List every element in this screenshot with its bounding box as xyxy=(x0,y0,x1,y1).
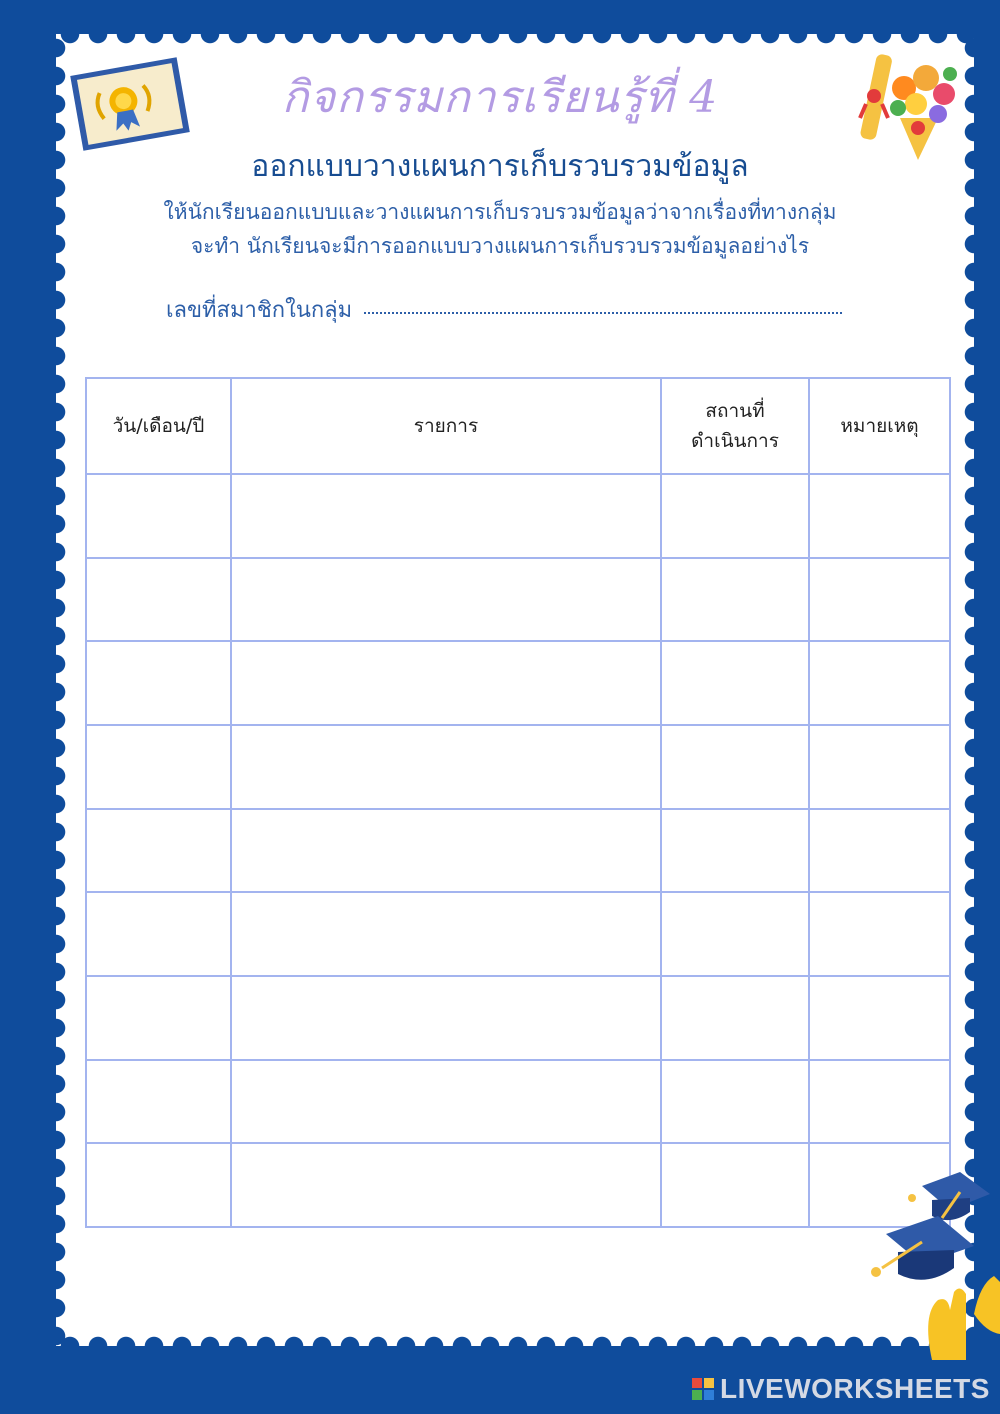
item-cell[interactable] xyxy=(231,892,661,976)
header-date: วัน/เดือน/ปี xyxy=(86,378,231,474)
item-cell[interactable] xyxy=(231,1060,661,1144)
location-cell[interactable] xyxy=(661,725,809,809)
location-cell[interactable] xyxy=(661,474,809,558)
location-cell[interactable] xyxy=(661,809,809,893)
location-cell[interactable] xyxy=(661,976,809,1060)
worksheet-title: กิจกรรมการเรียนรู้ที่ 4 xyxy=(281,72,719,123)
header-location-line-2: ดำเนินการ xyxy=(691,430,779,452)
table-header-row xyxy=(86,378,950,474)
note-cell[interactable] xyxy=(809,892,950,976)
date-cell[interactable] xyxy=(86,892,231,976)
table-row xyxy=(86,474,950,558)
waving-hands-icon xyxy=(928,1276,1000,1360)
location-cell[interactable] xyxy=(661,892,809,976)
date-cell[interactable] xyxy=(86,976,231,1060)
header-location-line-1: สถานที่ xyxy=(705,400,765,422)
note-cell[interactable] xyxy=(809,725,950,809)
location-cell[interactable] xyxy=(661,1143,809,1227)
date-cell[interactable] xyxy=(86,725,231,809)
instruction-line-2: จะทำ นักเรียนจะมีการออกแบบวางแผนการเก็บรวบรวมข้อมูลอย่างไร xyxy=(190,234,810,258)
table-row xyxy=(86,1060,950,1144)
note-cell[interactable] xyxy=(809,1060,950,1144)
table-row xyxy=(86,892,950,976)
item-cell[interactable] xyxy=(231,809,661,893)
table-row xyxy=(86,725,950,809)
date-cell[interactable] xyxy=(86,1143,231,1227)
item-cell[interactable] xyxy=(231,641,661,725)
liveworksheets-branding[interactable] xyxy=(692,1372,990,1406)
liveworksheets-text: LIVEWORKSHEETS xyxy=(720,1373,990,1404)
item-cell[interactable] xyxy=(231,976,661,1060)
table-row xyxy=(86,1143,950,1227)
liveworksheets-logo-icon xyxy=(692,1378,714,1400)
header-item: รายการ xyxy=(231,378,661,474)
date-cell[interactable] xyxy=(86,641,231,725)
worksheet-subtitle: ออกแบบวางแผนการเก็บรวบรวมข้อมูล xyxy=(251,149,749,184)
member-number-field[interactable] xyxy=(166,292,352,327)
item-cell[interactable] xyxy=(231,1143,661,1227)
note-cell[interactable] xyxy=(809,809,950,893)
note-cell[interactable] xyxy=(809,641,950,725)
date-cell[interactable] xyxy=(86,474,231,558)
date-cell[interactable] xyxy=(86,558,231,642)
item-cell[interactable] xyxy=(231,558,661,642)
note-cell[interactable] xyxy=(809,474,950,558)
header-note: หมายเหตุ xyxy=(809,378,950,474)
instruction-line-1: ให้นักเรียนออกแบบและวางแผนการเก็บรวบรวมข้อมูลว่าจากเรื่องที่ทางกลุ่ม xyxy=(163,200,837,224)
note-cell[interactable] xyxy=(809,976,950,1060)
location-cell[interactable] xyxy=(661,1060,809,1144)
note-cell[interactable] xyxy=(809,558,950,642)
location-cell[interactable] xyxy=(661,641,809,725)
item-cell[interactable] xyxy=(231,725,661,809)
date-cell[interactable] xyxy=(86,1060,231,1144)
table-row xyxy=(86,809,950,893)
graduation-caps-icon xyxy=(862,1164,1000,1364)
member-number-dotted-line[interactable] xyxy=(364,312,842,314)
member-number-label: เลขที่สมาชิกในกลุ่ม xyxy=(166,298,353,323)
date-cell[interactable] xyxy=(86,809,231,893)
location-cell[interactable] xyxy=(661,558,809,642)
header-location xyxy=(661,378,809,474)
table-row xyxy=(86,641,950,725)
table-row xyxy=(86,558,950,642)
item-cell[interactable] xyxy=(231,474,661,558)
table-row xyxy=(86,976,950,1060)
data-collection-plan-table xyxy=(85,377,951,1228)
